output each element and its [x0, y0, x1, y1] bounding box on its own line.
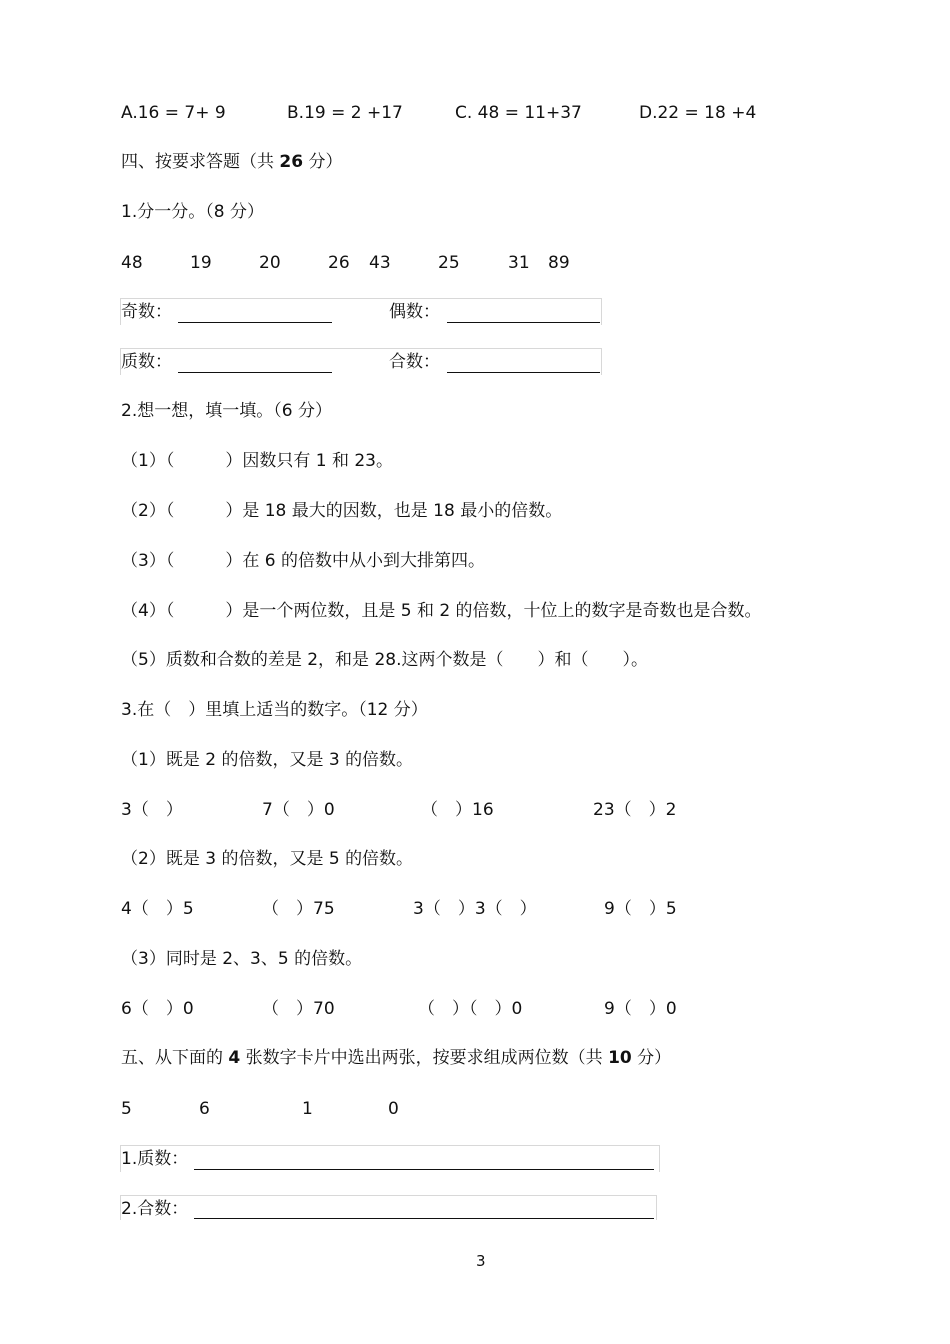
option-c: C. 48 = 11+37 — [455, 103, 582, 123]
odd-even-box — [120, 298, 602, 325]
q3-row1-item: 3（ ） — [121, 800, 183, 820]
q3-title: 3.在（ ）里填上适当的数字。（12 分） — [121, 700, 428, 720]
digit-card: 1 — [302, 1099, 313, 1119]
q1-number: 19 — [190, 253, 212, 273]
q3-row2-item: 4（ ）5 — [121, 899, 194, 919]
odd-label: 奇数： — [121, 302, 172, 322]
q3-sub2: （2）既是 3 的倍数，又是 5 的倍数。 — [121, 849, 414, 869]
option-a: A.16 = 7+ 9 — [121, 103, 226, 123]
digit-card: 6 — [199, 1099, 210, 1119]
q3-row3-item: 9（ ）0 — [604, 999, 677, 1019]
q3-row2-item: 3（ ）3（ ） — [413, 899, 537, 919]
q2-item-5: （5）质数和合数的差是 2，和是 28.这两个数是（ ）和（ ）。 — [121, 650, 648, 670]
q3-row2-item: 9（ ）5 — [604, 899, 677, 919]
section4-title: 四、按要求答题（共 26 分） — [121, 152, 343, 172]
s5-prime-box — [120, 1145, 660, 1172]
q1-title: 1.分一分。（8 分） — [121, 202, 264, 222]
q1-number: 20 — [259, 253, 281, 273]
q3-row2-item: （ ）75 — [262, 899, 335, 919]
composite-answer-line[interactable] — [447, 372, 600, 373]
q2-title: 2.想一想，填一填。（6 分） — [121, 401, 332, 421]
q2-item-1: （1）（ ）因数只有 1 和 23。 — [121, 451, 393, 471]
q1-number: 89 — [548, 253, 570, 273]
q3-row1-item: 23（ ）2 — [593, 800, 677, 820]
even-label: 偶数： — [389, 302, 440, 322]
q3-row3-item: （ ）70 — [262, 999, 335, 1019]
odd-answer-line[interactable] — [178, 322, 332, 323]
q3-sub1: （1）既是 2 的倍数，又是 3 的倍数。 — [121, 750, 414, 770]
prime-answer-line[interactable] — [178, 372, 332, 373]
q3-row3-item: （ ）（ ）0 — [418, 999, 523, 1019]
prime-composite-box — [120, 348, 602, 375]
prime-label: 质数： — [121, 352, 172, 372]
q2-item-2: （2）（ ）是 18 最大的因数，也是 18 最小的倍数。 — [121, 501, 563, 521]
q3-sub3: （3）同时是 2、3、5 的倍数。 — [121, 949, 363, 969]
even-answer-line[interactable] — [447, 322, 600, 323]
q2-item-3: （3）（ ）在 6 的倍数中从小到大排第四。 — [121, 551, 485, 571]
q1-number: 31 — [508, 253, 530, 273]
q1-number: 25 — [438, 253, 460, 273]
s5-prime-answer-line[interactable] — [194, 1169, 654, 1170]
section5-title: 五、从下面的 4 张数字卡片中选出两张，按要求组成两位数（共 10 分） — [121, 1048, 672, 1068]
q1-number: 43 — [369, 253, 391, 273]
q3-row3-item: 6（ ）0 — [121, 999, 194, 1019]
s5-prime-label: 1.质数： — [121, 1149, 189, 1169]
s5-composite-label: 2.合数： — [121, 1199, 189, 1219]
q2-item-4: （4）（ ）是一个两位数，且是 5 和 2 的倍数，十位上的数字是奇数也是合数。 — [121, 601, 762, 621]
s5-composite-answer-line[interactable] — [194, 1218, 654, 1219]
page-number: 3 — [476, 1252, 486, 1270]
q3-row1-item: （ ）16 — [421, 800, 494, 820]
q1-number: 26 — [328, 253, 350, 273]
q3-row1-item: 7（ ）0 — [262, 800, 335, 820]
s5-composite-box — [120, 1195, 657, 1220]
composite-label: 合数： — [389, 352, 440, 372]
digit-card: 0 — [388, 1099, 399, 1119]
option-d: D.22 = 18 +4 — [639, 103, 757, 123]
option-b: B.19 = 2 +17 — [287, 103, 403, 123]
digit-card: 5 — [121, 1099, 132, 1119]
q1-number: 48 — [121, 253, 143, 273]
